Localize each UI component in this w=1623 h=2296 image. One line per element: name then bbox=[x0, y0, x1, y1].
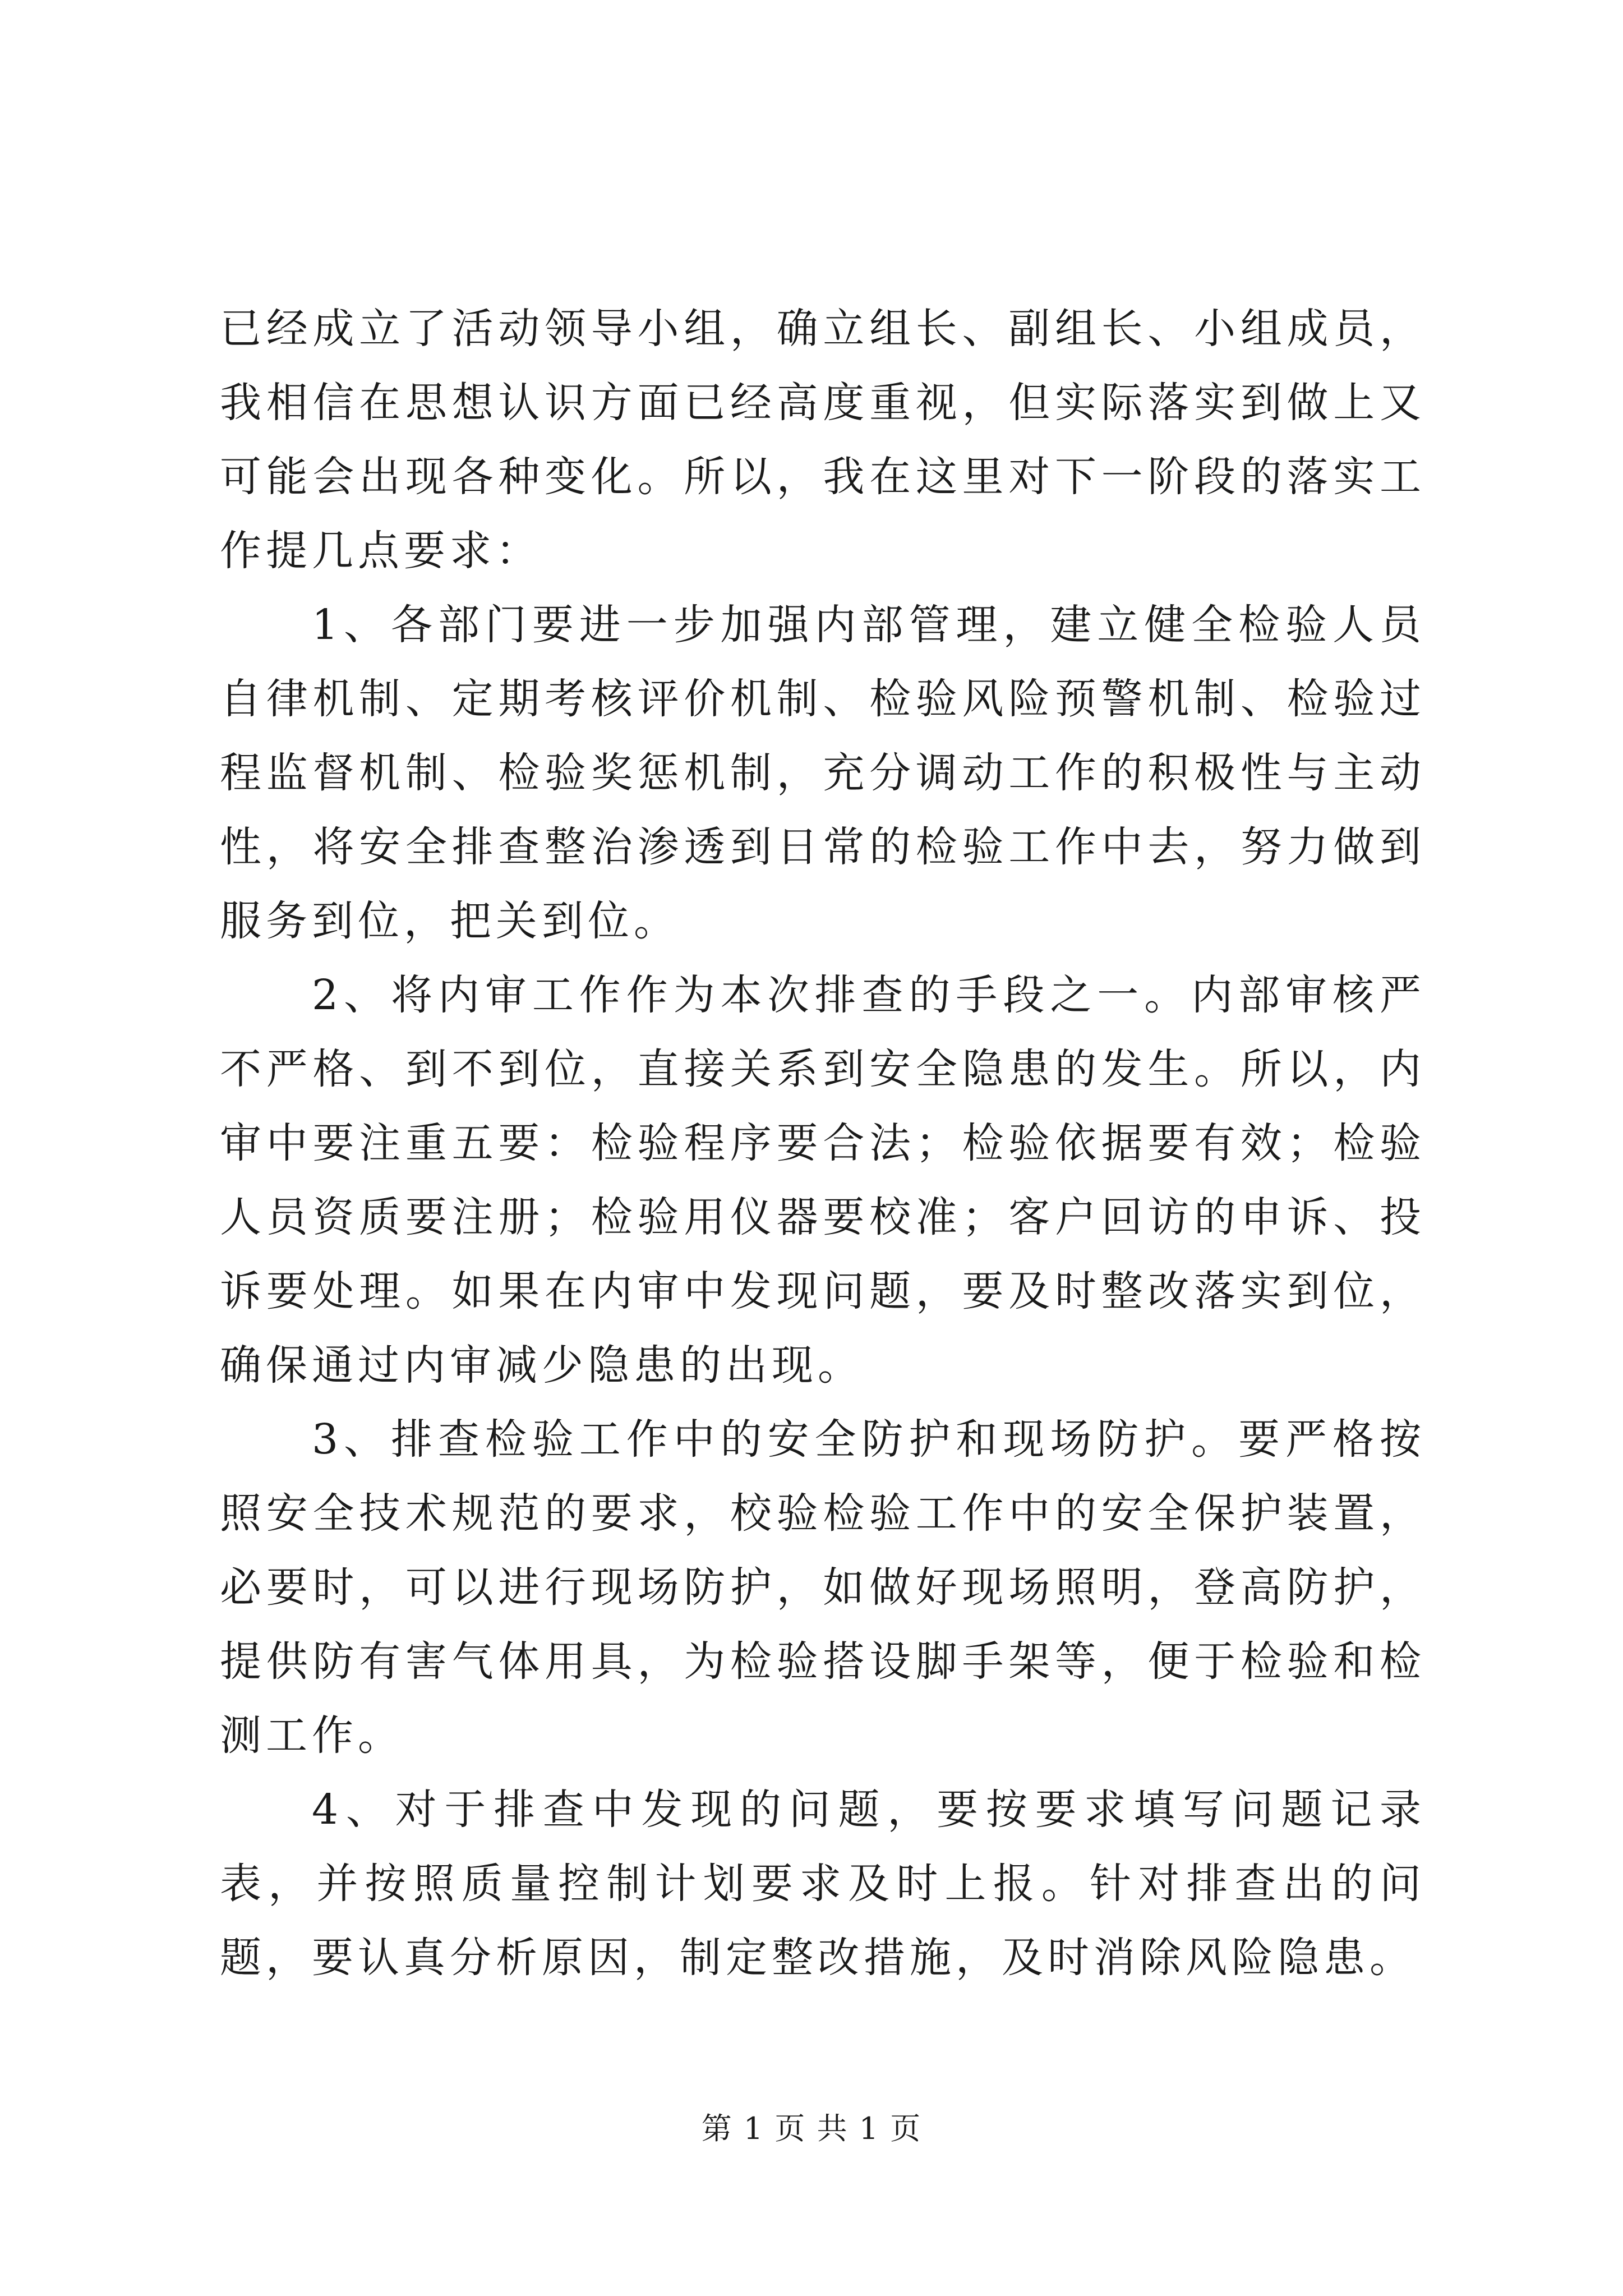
paragraph-item-2: 2、将内审工作作为本次排查的手段之一。内部审核严不严格、到不到位，直接关系到安全隐患的发生。所以，内审中要注重五要：检验程序要合法；检验依据要有效；检验人员资质要注册；检验用仪器要校准；客户回访的申诉、投诉要处理。如果在内审中发现问题，要及时整改落实到位，确保通过内审减少隐患的出现。 bbox=[220, 971, 1426, 1389]
paragraph-continuation: 已经成立了活动领导小组，确立组长、副组长、小组成员，我相信在思想认识方面已经高度重视，但实际落实到做上又可能会出现各种变化。所以，我在这里对下一阶段的落实工作提几点要求： bbox=[220, 305, 1426, 575]
paragraph-item-1: 1、各部门要进一步加强内部管理，建立健全检验人员自律机制、定期考核评价机制、检验风险预警机制、检验过程监督机制、检验奖惩机制，充分调动工作的积极性与主动性，将安全排查整治渗透到日常的检验工作中去，努力做到服务到位，把关到位。 bbox=[220, 601, 1426, 945]
paragraph-item-4: 4、对于排查中发现的问题，要按要求填写问题记录表，并按照质量控制计划要求及时上报。针对排查出的问题，要认真分析原因，制定整改措施，及时消除风险隐患。 bbox=[220, 1786, 1426, 1982]
paragraph-item-3: 3、排查检验工作中的安全防护和现场防护。要严格按照安全技术规范的要求，校验检验工作中的安全保护装置，必要时，可以进行现场防护，如做好现场照明，登高防护，提供防有害气体用具，为检验搭设脚手架等，便于检验和检测工作。 bbox=[220, 1415, 1426, 1760]
document-body bbox=[220, 292, 1426, 1995]
page-number-footer: 第 1 页 共 1 页 bbox=[701, 2111, 922, 2146]
